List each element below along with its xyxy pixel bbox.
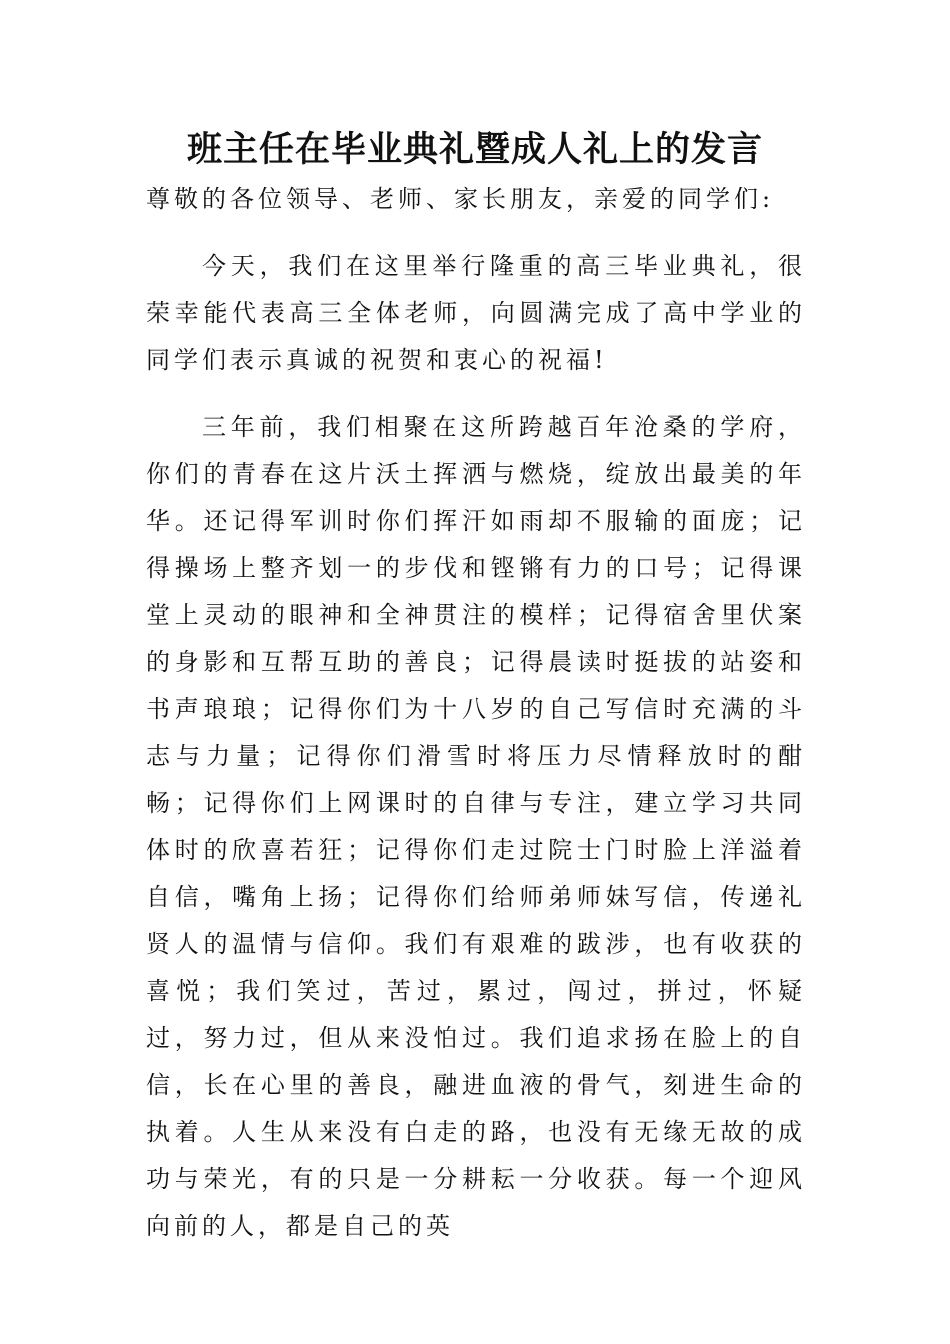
salutation: 尊敬的各位领导、老师、家长朋友，亲爱的同学们: xyxy=(146,185,775,213)
document-title: 班主任在毕业典礼暨成人礼上的发言 xyxy=(186,129,763,170)
document-body xyxy=(146,176,806,1270)
paragraph-memories: 三年前，我们相聚在这所跨越百年沧桑的学府，你们的青春在这片沃土挥洒与燃烧，绽放出最美的年华。还记得军训时你们挥汗如雨却不服输的面庞；记得操场上整齐划一的步伐和铿锵有力的口号；记得课堂上灵动的眼神和全神贯注的模样；记得宿舍里伏案的身影和互帮互助的善良；记得晨读时挺拔的站姿和书声琅琅；记得你们为十八岁的自己写信时充满的斗志与力量；记得你们滑雪时将压力尽情释放时的酣畅；记得你们上网课时的自律与专注，建立学习共同体时的欣喜若狂；记得你们走过院士门时脸上洋溢着自信，嘴角上扬；记得你们给师弟师妹写信，传递礼贤人的温情与信仰。我们有艰难的跋涉，也有收获的喜悦；我们笑过，苦过，累过，闯过，拼过，怀疑过，努力过，但从来没怕过。我们追求扬在脸上的自信，长在心里的善良，融进血液的骨气，刻进生命的执着。人生从来没有白走的路，也没有无缘无故的成功与荣光，有的只是一分耕耘一分收获。每一个迎风向前的人，都是自己的英 xyxy=(146,413,806,1240)
paragraph-opening: 今天，我们在这里举行隆重的高三毕业典礼，很荣幸能代表高三全体老师，向圆满完成了高中学业的同学们表示真诚的祝贺和衷心的祝福! xyxy=(146,252,806,374)
